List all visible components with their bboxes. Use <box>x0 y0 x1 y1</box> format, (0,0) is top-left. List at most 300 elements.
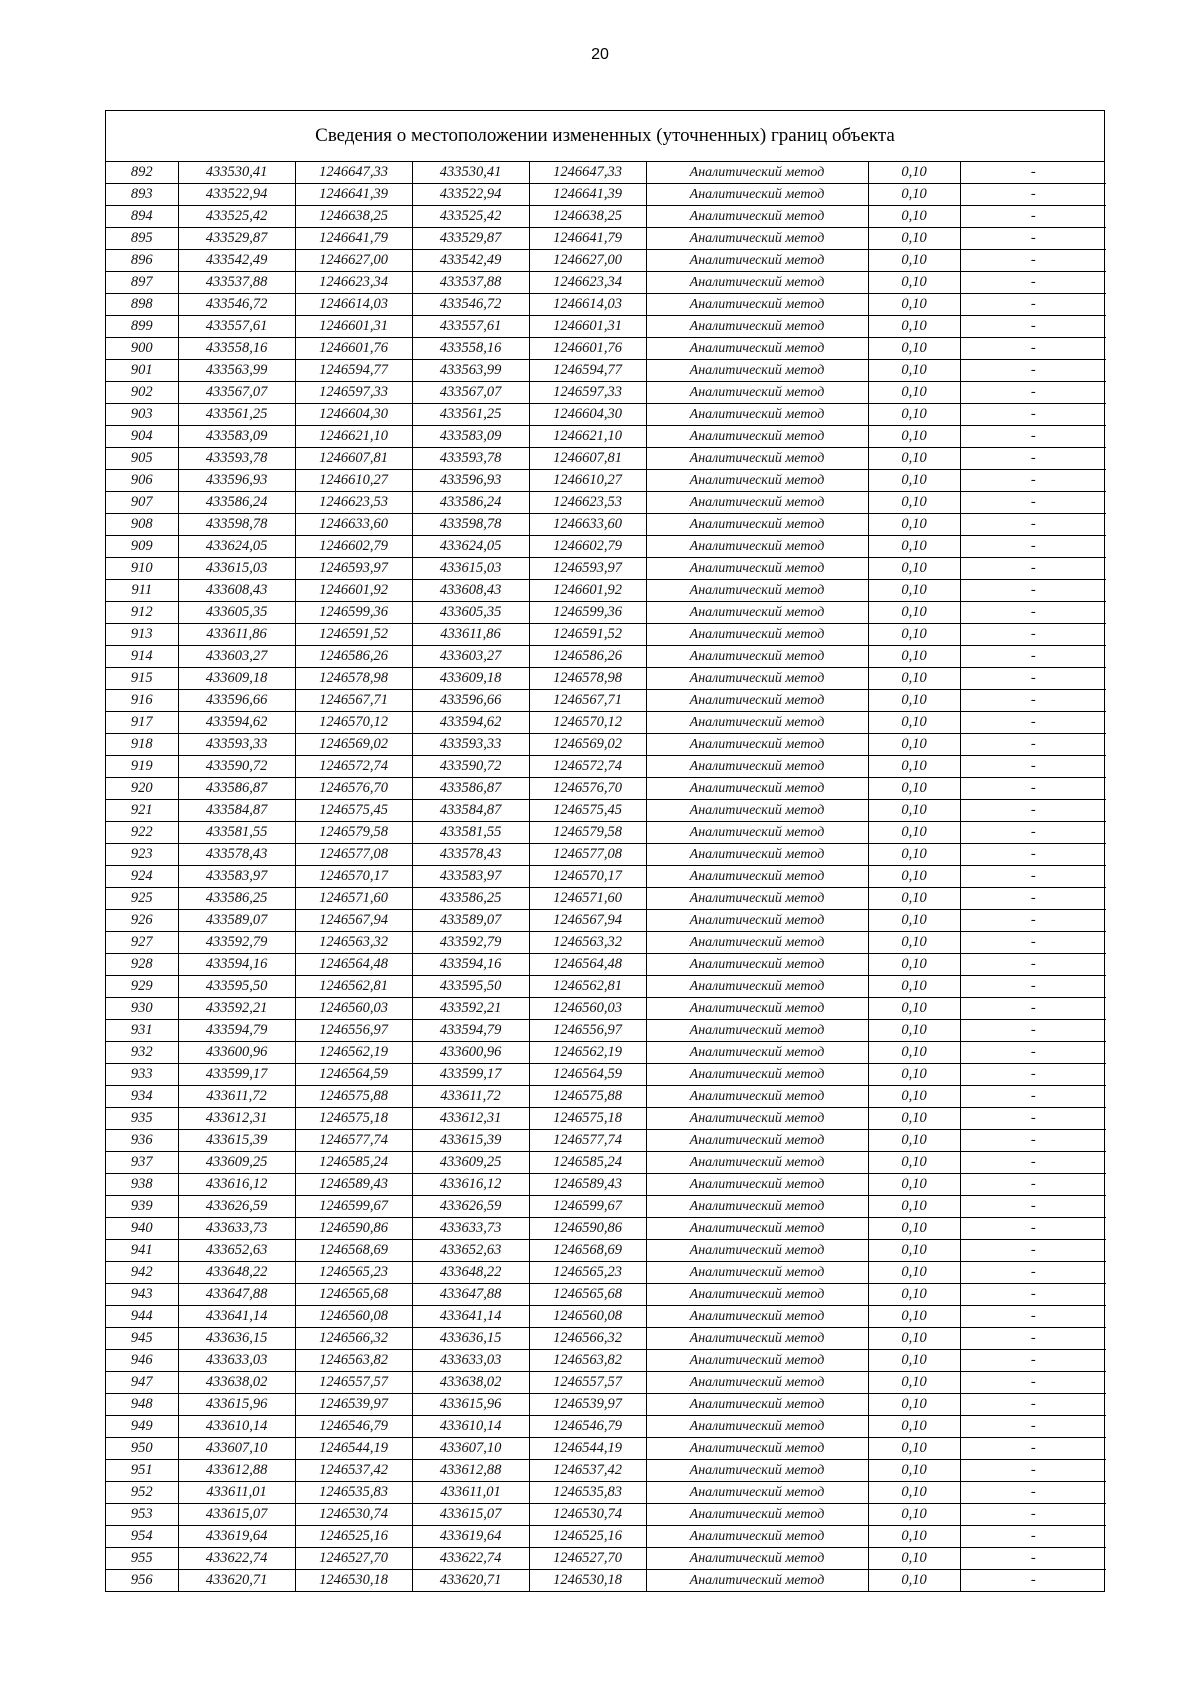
x-existing-cell: 433641,14 <box>178 1306 295 1328</box>
description-cell: - <box>960 602 1106 624</box>
y-refined-cell: 1246570,17 <box>529 866 646 888</box>
x-existing-cell: 433592,79 <box>178 932 295 954</box>
method-cell: Аналитический метод <box>646 404 868 426</box>
x-refined-cell: 433615,03 <box>412 558 529 580</box>
method-cell: Аналитический метод <box>646 382 868 404</box>
description-cell: - <box>960 668 1106 690</box>
method-cell: Аналитический метод <box>646 316 868 338</box>
y-existing-cell: 1246568,69 <box>295 1240 412 1262</box>
table-row <box>106 1196 1106 1218</box>
description-cell: - <box>960 1196 1106 1218</box>
y-existing-cell: 1246602,79 <box>295 536 412 558</box>
precision-cell: 0,10 <box>868 1108 960 1130</box>
point-number-cell: 927 <box>106 932 178 954</box>
x-existing-cell: 433633,03 <box>178 1350 295 1372</box>
y-existing-cell: 1246641,79 <box>295 228 412 250</box>
y-refined-cell: 1246563,32 <box>529 932 646 954</box>
x-refined-cell: 433586,24 <box>412 492 529 514</box>
point-number-cell: 949 <box>106 1416 178 1438</box>
y-existing-cell: 1246585,24 <box>295 1152 412 1174</box>
table-row <box>106 624 1106 646</box>
y-refined-cell: 1246586,26 <box>529 646 646 668</box>
description-cell: - <box>960 646 1106 668</box>
precision-cell: 0,10 <box>868 162 960 184</box>
x-existing-cell: 433596,66 <box>178 690 295 712</box>
table-row <box>106 1262 1106 1284</box>
y-refined-cell: 1246607,81 <box>529 448 646 470</box>
method-cell: Аналитический метод <box>646 272 868 294</box>
y-existing-cell: 1246586,26 <box>295 646 412 668</box>
x-existing-cell: 433652,63 <box>178 1240 295 1262</box>
y-existing-cell: 1246589,43 <box>295 1174 412 1196</box>
method-cell: Аналитический метод <box>646 1218 868 1240</box>
point-number-cell: 925 <box>106 888 178 910</box>
point-number-cell: 944 <box>106 1306 178 1328</box>
y-refined-cell: 1246633,60 <box>529 514 646 536</box>
precision-cell: 0,10 <box>868 778 960 800</box>
description-cell: - <box>960 338 1106 360</box>
y-refined-cell: 1246566,32 <box>529 1328 646 1350</box>
y-existing-cell: 1246575,45 <box>295 800 412 822</box>
precision-cell: 0,10 <box>868 1284 960 1306</box>
method-cell: Аналитический метод <box>646 888 868 910</box>
x-refined-cell: 433542,49 <box>412 250 529 272</box>
x-existing-cell: 433609,25 <box>178 1152 295 1174</box>
precision-cell: 0,10 <box>868 558 960 580</box>
y-existing-cell: 1246601,76 <box>295 338 412 360</box>
x-refined-cell: 433641,14 <box>412 1306 529 1328</box>
method-cell: Аналитический метод <box>646 734 868 756</box>
x-existing-cell: 433590,72 <box>178 756 295 778</box>
y-existing-cell: 1246590,86 <box>295 1218 412 1240</box>
x-existing-cell: 433638,02 <box>178 1372 295 1394</box>
y-refined-cell: 1246562,19 <box>529 1042 646 1064</box>
table-row <box>106 1086 1106 1108</box>
table-row <box>106 1020 1106 1042</box>
x-refined-cell: 433537,88 <box>412 272 529 294</box>
y-refined-cell: 1246530,18 <box>529 1570 646 1592</box>
description-cell: - <box>960 1526 1106 1548</box>
x-refined-cell: 433561,25 <box>412 404 529 426</box>
y-existing-cell: 1246535,83 <box>295 1482 412 1504</box>
x-refined-cell: 433593,78 <box>412 448 529 470</box>
precision-cell: 0,10 <box>868 668 960 690</box>
method-cell: Аналитический метод <box>646 1130 868 1152</box>
x-existing-cell: 433622,74 <box>178 1548 295 1570</box>
coordinates-grid <box>106 162 1106 1591</box>
precision-cell: 0,10 <box>868 1570 960 1592</box>
description-cell: - <box>960 228 1106 250</box>
x-existing-cell: 433589,07 <box>178 910 295 932</box>
point-number-cell: 892 <box>106 162 178 184</box>
y-refined-cell: 1246571,60 <box>529 888 646 910</box>
x-existing-cell: 433615,96 <box>178 1394 295 1416</box>
x-refined-cell: 433607,10 <box>412 1438 529 1460</box>
description-cell: - <box>960 1350 1106 1372</box>
precision-cell: 0,10 <box>868 756 960 778</box>
precision-cell: 0,10 <box>868 712 960 734</box>
method-cell: Аналитический метод <box>646 1108 868 1130</box>
method-cell: Аналитический метод <box>646 976 868 998</box>
point-number-cell: 938 <box>106 1174 178 1196</box>
table-row <box>106 228 1106 250</box>
y-refined-cell: 1246593,97 <box>529 558 646 580</box>
description-cell: - <box>960 1020 1106 1042</box>
table-row <box>106 976 1106 998</box>
description-cell: - <box>960 1108 1106 1130</box>
y-existing-cell: 1246575,88 <box>295 1086 412 1108</box>
y-refined-cell: 1246614,03 <box>529 294 646 316</box>
point-number-cell: 919 <box>106 756 178 778</box>
description-cell: - <box>960 250 1106 272</box>
description-cell: - <box>960 1064 1106 1086</box>
x-refined-cell: 433530,41 <box>412 162 529 184</box>
table-row <box>106 580 1106 602</box>
precision-cell: 0,10 <box>868 404 960 426</box>
method-cell: Аналитический метод <box>646 1086 868 1108</box>
precision-cell: 0,10 <box>868 1460 960 1482</box>
y-existing-cell: 1246591,52 <box>295 624 412 646</box>
method-cell: Аналитический метод <box>646 1174 868 1196</box>
description-cell: - <box>960 426 1106 448</box>
point-number-cell: 909 <box>106 536 178 558</box>
precision-cell: 0,10 <box>868 1306 960 1328</box>
method-cell: Аналитический метод <box>646 778 868 800</box>
description-cell: - <box>960 206 1106 228</box>
y-refined-cell: 1246591,52 <box>529 624 646 646</box>
method-cell: Аналитический метод <box>646 470 868 492</box>
precision-cell: 0,10 <box>868 1064 960 1086</box>
table-row <box>106 1548 1106 1570</box>
point-number-cell: 913 <box>106 624 178 646</box>
precision-cell: 0,10 <box>868 338 960 360</box>
table-row <box>106 1482 1106 1504</box>
point-number-cell: 906 <box>106 470 178 492</box>
method-cell: Аналитический метод <box>646 206 868 228</box>
x-existing-cell: 433529,87 <box>178 228 295 250</box>
y-existing-cell: 1246641,39 <box>295 184 412 206</box>
method-cell: Аналитический метод <box>646 954 868 976</box>
precision-cell: 0,10 <box>868 536 960 558</box>
point-number-cell: 943 <box>106 1284 178 1306</box>
y-refined-cell: 1246537,42 <box>529 1460 646 1482</box>
y-existing-cell: 1246570,12 <box>295 712 412 734</box>
precision-cell: 0,10 <box>868 206 960 228</box>
precision-cell: 0,10 <box>868 250 960 272</box>
table-row <box>106 602 1106 624</box>
table-row <box>106 756 1106 778</box>
table-row <box>106 184 1106 206</box>
table-row <box>106 536 1106 558</box>
x-refined-cell: 433594,79 <box>412 1020 529 1042</box>
x-refined-cell: 433578,43 <box>412 844 529 866</box>
table-row <box>106 1394 1106 1416</box>
description-cell: - <box>960 1504 1106 1526</box>
description-cell: - <box>960 954 1106 976</box>
y-refined-cell: 1246565,68 <box>529 1284 646 1306</box>
boundary-coordinates-table <box>105 110 1105 1592</box>
y-existing-cell: 1246527,70 <box>295 1548 412 1570</box>
table-row <box>106 316 1106 338</box>
method-cell: Аналитический метод <box>646 1042 868 1064</box>
table-row <box>106 800 1106 822</box>
method-cell: Аналитический метод <box>646 1306 868 1328</box>
y-refined-cell: 1246567,71 <box>529 690 646 712</box>
y-refined-cell: 1246564,48 <box>529 954 646 976</box>
precision-cell: 0,10 <box>868 1482 960 1504</box>
table-row <box>106 1284 1106 1306</box>
y-existing-cell: 1246627,00 <box>295 250 412 272</box>
table-row <box>106 1416 1106 1438</box>
x-existing-cell: 433596,93 <box>178 470 295 492</box>
precision-cell: 0,10 <box>868 602 960 624</box>
precision-cell: 0,10 <box>868 1526 960 1548</box>
x-existing-cell: 433647,88 <box>178 1284 295 1306</box>
method-cell: Аналитический метод <box>646 1504 868 1526</box>
table-row <box>106 470 1106 492</box>
y-existing-cell: 1246579,58 <box>295 822 412 844</box>
method-cell: Аналитический метод <box>646 1152 868 1174</box>
precision-cell: 0,10 <box>868 272 960 294</box>
precision-cell: 0,10 <box>868 580 960 602</box>
method-cell: Аналитический метод <box>646 624 868 646</box>
table-row <box>106 448 1106 470</box>
table-row <box>106 1372 1106 1394</box>
precision-cell: 0,10 <box>868 448 960 470</box>
x-refined-cell: 433624,05 <box>412 536 529 558</box>
y-refined-cell: 1246544,19 <box>529 1438 646 1460</box>
precision-cell: 0,10 <box>868 1086 960 1108</box>
x-existing-cell: 433624,05 <box>178 536 295 558</box>
point-number-cell: 921 <box>106 800 178 822</box>
y-existing-cell: 1246570,17 <box>295 866 412 888</box>
precision-cell: 0,10 <box>868 800 960 822</box>
x-existing-cell: 433594,79 <box>178 1020 295 1042</box>
precision-cell: 0,10 <box>868 822 960 844</box>
table-row <box>106 206 1106 228</box>
precision-cell: 0,10 <box>868 954 960 976</box>
y-refined-cell: 1246575,18 <box>529 1108 646 1130</box>
x-refined-cell: 433611,01 <box>412 1482 529 1504</box>
description-cell: - <box>960 1548 1106 1570</box>
precision-cell: 0,10 <box>868 646 960 668</box>
method-cell: Аналитический метод <box>646 1372 868 1394</box>
x-existing-cell: 433578,43 <box>178 844 295 866</box>
x-existing-cell: 433546,72 <box>178 294 295 316</box>
x-existing-cell: 433608,43 <box>178 580 295 602</box>
point-number-cell: 912 <box>106 602 178 624</box>
y-existing-cell: 1246610,27 <box>295 470 412 492</box>
description-cell: - <box>960 624 1106 646</box>
table-row <box>106 1240 1106 1262</box>
x-existing-cell: 433583,09 <box>178 426 295 448</box>
point-number-cell: 932 <box>106 1042 178 1064</box>
description-cell: - <box>960 910 1106 932</box>
description-cell: - <box>960 998 1106 1020</box>
y-existing-cell: 1246601,31 <box>295 316 412 338</box>
method-cell: Аналитический метод <box>646 1240 868 1262</box>
table-row <box>106 1438 1106 1460</box>
description-cell: - <box>960 932 1106 954</box>
point-number-cell: 955 <box>106 1548 178 1570</box>
x-existing-cell: 433586,87 <box>178 778 295 800</box>
x-existing-cell: 433609,18 <box>178 668 295 690</box>
method-cell: Аналитический метод <box>646 1526 868 1548</box>
method-cell: Аналитический метод <box>646 228 868 250</box>
table-row <box>106 822 1106 844</box>
y-existing-cell: 1246530,18 <box>295 1570 412 1592</box>
x-existing-cell: 433616,12 <box>178 1174 295 1196</box>
y-existing-cell: 1246557,57 <box>295 1372 412 1394</box>
precision-cell: 0,10 <box>868 1416 960 1438</box>
y-existing-cell: 1246599,36 <box>295 602 412 624</box>
point-number-cell: 918 <box>106 734 178 756</box>
x-refined-cell: 433633,73 <box>412 1218 529 1240</box>
precision-cell: 0,10 <box>868 1504 960 1526</box>
x-existing-cell: 433607,10 <box>178 1438 295 1460</box>
x-refined-cell: 433594,62 <box>412 712 529 734</box>
y-refined-cell: 1246568,69 <box>529 1240 646 1262</box>
precision-cell: 0,10 <box>868 1240 960 1262</box>
description-cell: - <box>960 1218 1106 1240</box>
y-existing-cell: 1246563,82 <box>295 1350 412 1372</box>
description-cell: - <box>960 822 1106 844</box>
point-number-cell: 904 <box>106 426 178 448</box>
y-existing-cell: 1246563,32 <box>295 932 412 954</box>
point-number-cell: 933 <box>106 1064 178 1086</box>
method-cell: Аналитический метод <box>646 514 868 536</box>
x-existing-cell: 433633,73 <box>178 1218 295 1240</box>
x-refined-cell: 433525,42 <box>412 206 529 228</box>
point-number-cell: 950 <box>106 1438 178 1460</box>
description-cell: - <box>960 1416 1106 1438</box>
description-cell: - <box>960 690 1106 712</box>
y-existing-cell: 1246607,81 <box>295 448 412 470</box>
x-refined-cell: 433612,88 <box>412 1460 529 1482</box>
point-number-cell: 899 <box>106 316 178 338</box>
point-number-cell: 905 <box>106 448 178 470</box>
precision-cell: 0,10 <box>868 1328 960 1350</box>
x-refined-cell: 433522,94 <box>412 184 529 206</box>
point-number-cell: 923 <box>106 844 178 866</box>
y-existing-cell: 1246544,19 <box>295 1438 412 1460</box>
x-existing-cell: 433542,49 <box>178 250 295 272</box>
point-number-cell: 948 <box>106 1394 178 1416</box>
x-refined-cell: 433622,74 <box>412 1548 529 1570</box>
y-existing-cell: 1246576,70 <box>295 778 412 800</box>
x-refined-cell: 433592,79 <box>412 932 529 954</box>
method-cell: Аналитический метод <box>646 1262 868 1284</box>
x-refined-cell: 433609,25 <box>412 1152 529 1174</box>
point-number-cell: 900 <box>106 338 178 360</box>
method-cell: Аналитический метод <box>646 844 868 866</box>
y-existing-cell: 1246560,03 <box>295 998 412 1020</box>
table-row <box>106 998 1106 1020</box>
y-refined-cell: 1246576,70 <box>529 778 646 800</box>
x-refined-cell: 433581,55 <box>412 822 529 844</box>
x-refined-cell: 433546,72 <box>412 294 529 316</box>
x-refined-cell: 433590,72 <box>412 756 529 778</box>
description-cell: - <box>960 184 1106 206</box>
table-row <box>106 888 1106 910</box>
point-number-cell: 952 <box>106 1482 178 1504</box>
x-refined-cell: 433652,63 <box>412 1240 529 1262</box>
precision-cell: 0,10 <box>868 888 960 910</box>
table-row <box>106 910 1106 932</box>
x-refined-cell: 433563,99 <box>412 360 529 382</box>
point-number-cell: 915 <box>106 668 178 690</box>
x-existing-cell: 433611,01 <box>178 1482 295 1504</box>
table-row <box>106 932 1106 954</box>
y-existing-cell: 1246565,68 <box>295 1284 412 1306</box>
x-existing-cell: 433620,71 <box>178 1570 295 1592</box>
precision-cell: 0,10 <box>868 360 960 382</box>
y-refined-cell: 1246641,39 <box>529 184 646 206</box>
y-existing-cell: 1246577,08 <box>295 844 412 866</box>
method-cell: Аналитический метод <box>646 162 868 184</box>
y-existing-cell: 1246525,16 <box>295 1526 412 1548</box>
x-refined-cell: 433615,07 <box>412 1504 529 1526</box>
precision-cell: 0,10 <box>868 492 960 514</box>
x-refined-cell: 433633,03 <box>412 1350 529 1372</box>
y-refined-cell: 1246556,97 <box>529 1020 646 1042</box>
y-refined-cell: 1246564,59 <box>529 1064 646 1086</box>
y-existing-cell: 1246647,33 <box>295 162 412 184</box>
description-cell: - <box>960 712 1106 734</box>
y-refined-cell: 1246567,94 <box>529 910 646 932</box>
x-refined-cell: 433592,21 <box>412 998 529 1020</box>
y-refined-cell: 1246546,79 <box>529 1416 646 1438</box>
method-cell: Аналитический метод <box>646 602 868 624</box>
x-existing-cell: 433615,03 <box>178 558 295 580</box>
description-cell: - <box>960 1262 1106 1284</box>
y-existing-cell: 1246565,23 <box>295 1262 412 1284</box>
description-cell: - <box>960 1328 1106 1350</box>
method-cell: Аналитический метод <box>646 1350 868 1372</box>
point-number-cell: 951 <box>106 1460 178 1482</box>
description-cell: - <box>960 448 1106 470</box>
precision-cell: 0,10 <box>868 1130 960 1152</box>
table-row <box>106 272 1106 294</box>
point-number-cell: 937 <box>106 1152 178 1174</box>
point-number-cell: 939 <box>106 1196 178 1218</box>
x-existing-cell: 433586,24 <box>178 492 295 514</box>
point-number-cell: 911 <box>106 580 178 602</box>
y-refined-cell: 1246594,77 <box>529 360 646 382</box>
precision-cell: 0,10 <box>868 1262 960 1284</box>
x-refined-cell: 433583,97 <box>412 866 529 888</box>
description-cell: - <box>960 800 1106 822</box>
x-existing-cell: 433567,07 <box>178 382 295 404</box>
x-refined-cell: 433608,43 <box>412 580 529 602</box>
y-existing-cell: 1246571,60 <box>295 888 412 910</box>
precision-cell: 0,10 <box>868 690 960 712</box>
x-refined-cell: 433529,87 <box>412 228 529 250</box>
description-cell: - <box>960 1394 1106 1416</box>
table-row <box>106 1504 1106 1526</box>
method-cell: Аналитический метод <box>646 1196 868 1218</box>
y-refined-cell: 1246599,67 <box>529 1196 646 1218</box>
y-refined-cell: 1246578,98 <box>529 668 646 690</box>
precision-cell: 0,10 <box>868 1372 960 1394</box>
precision-cell: 0,10 <box>868 910 960 932</box>
y-existing-cell: 1246594,77 <box>295 360 412 382</box>
y-existing-cell: 1246597,33 <box>295 382 412 404</box>
table-row <box>106 558 1106 580</box>
x-existing-cell: 433525,42 <box>178 206 295 228</box>
table-row <box>106 1152 1106 1174</box>
x-refined-cell: 433557,61 <box>412 316 529 338</box>
